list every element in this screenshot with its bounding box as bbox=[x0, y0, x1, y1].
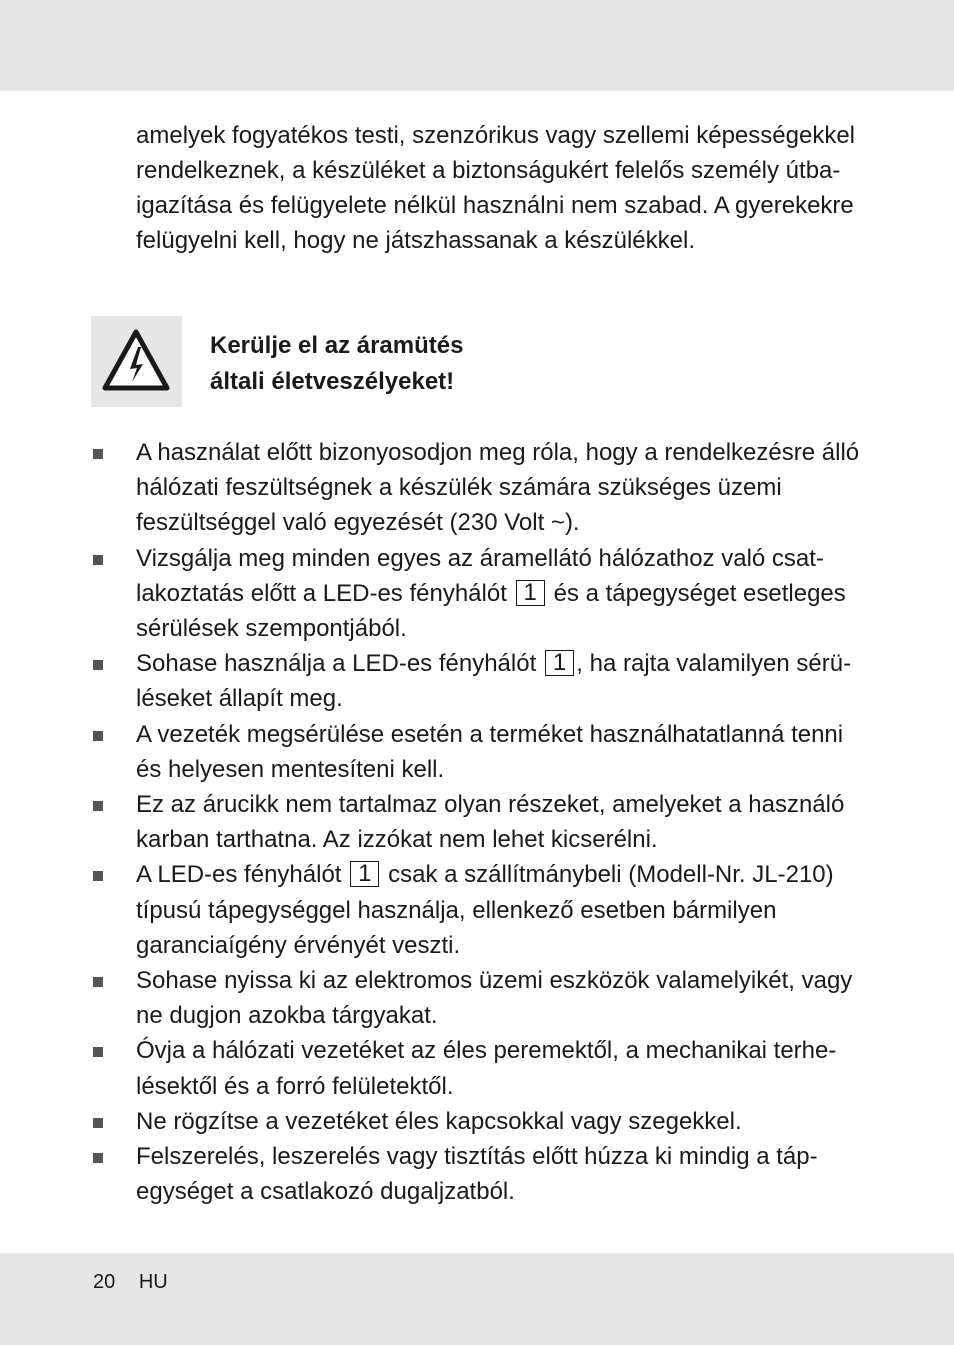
bullet-square-icon bbox=[93, 1118, 103, 1128]
electric-shock-warning-icon bbox=[101, 328, 171, 394]
bullet-text-post: és a tápegységet esetleges sérülések szempontjából. bbox=[136, 579, 846, 643]
list-item bbox=[0, 541, 866, 647]
bullet-square-icon bbox=[93, 801, 103, 811]
list-item bbox=[0, 787, 866, 857]
bullet-text: Óvja a hálózati vezetéket az éles peremektől, a mechanikai terhe-lésektől és a forró felületektől. bbox=[136, 1037, 837, 1100]
bullet-text-post: csak a szállítmánybeli (Modell-Nr. JL-210) típusú tápegységgel használja, ellenkező esetben bármilyen garanciaígény érvényét veszti. bbox=[136, 861, 834, 959]
bullet-square-icon bbox=[93, 1047, 103, 1057]
safety-bullet-list bbox=[0, 435, 954, 1209]
list-item bbox=[0, 1104, 866, 1139]
part-reference-box: 1 bbox=[545, 650, 574, 676]
list-item bbox=[0, 1139, 866, 1209]
bullet-text: A használat előtt bizonyosodjon meg róla, hogy a rendelkezésre álló hálózati feszültségnek a készülék számára szükséges üzemi feszültséggel való egyezését (230 Volt ~). bbox=[136, 439, 860, 537]
warning-icon-box bbox=[91, 316, 182, 407]
bullet-text-pre: A LED-es fényhálót bbox=[136, 861, 349, 889]
intro-paragraph: amelyek fogyatékos testi, szenzórikus vagy szellemi képességekkel rendelkeznek, a készüléket a biztonságukért felelős személy útba-igazítása és felügyelete nélkül használni nem szabad. A gyerekekre felügyelni kell, hogy ne játszhassanak a készülékkel. bbox=[136, 122, 855, 254]
part-reference-box: 1 bbox=[516, 580, 545, 606]
language-code: HU bbox=[138, 1271, 168, 1293]
page-number: 20 bbox=[93, 1271, 116, 1293]
list-item bbox=[0, 646, 866, 716]
bullet-text-pre: Sohase használja a LED-es fényhálót bbox=[136, 650, 543, 678]
part-reference-box: 1 bbox=[350, 861, 379, 887]
list-item bbox=[0, 435, 866, 541]
bullet-text: Ez az árucikk nem tartalmaz olyan részeket, amelyeket a használó karban tarthatna. Az izzókat nem lehet kicserélni. bbox=[136, 791, 845, 854]
bullet-square-icon bbox=[93, 731, 103, 741]
bullet-text: Ne rögzítse a vezetéket éles kapcsokkal vagy szegekkel. bbox=[136, 1107, 742, 1135]
bullet-text-pre: Vizsgálja meg minden egyes az áramellátó hálózathoz való csat-lakoztatás előtt a LED-es fényhálót bbox=[136, 544, 824, 607]
bullet-square-icon bbox=[93, 660, 103, 670]
bullet-text: Sohase nyissa ki az elektromos üzemi eszközök valamelyikét, vagy ne dugjon azokba tárgyakat. bbox=[136, 967, 853, 1030]
bullet-text: A vezeték megsérülése esetén a terméket használhatatlanná tenni és helyesen mentesíteni kell. bbox=[136, 720, 844, 783]
warning-title-line-1: Kerülje el az áramütés bbox=[210, 332, 464, 359]
list-item bbox=[0, 1033, 866, 1103]
bullet-square-icon bbox=[93, 449, 103, 459]
warning-title-line-2: általi életveszélyeket! bbox=[210, 368, 455, 395]
bullet-square-icon bbox=[93, 1153, 103, 1163]
header-band bbox=[0, 0, 954, 91]
bullet-square-icon bbox=[93, 977, 103, 987]
bullet-text-post: , ha rajta valamilyen sérü-léseket állapít meg. bbox=[136, 650, 852, 713]
list-item bbox=[0, 963, 866, 1033]
list-item bbox=[0, 717, 866, 787]
bullet-text: Felszerelés, leszerelés vagy tisztítás előtt húzza ki mindig a táp-egységet a csatlakozó dugaljzatból. bbox=[136, 1143, 818, 1206]
warning-title bbox=[210, 328, 610, 400]
footer-band bbox=[0, 1253, 954, 1345]
list-item bbox=[0, 857, 866, 963]
page-footer bbox=[93, 1270, 168, 1294]
bullet-square-icon bbox=[93, 871, 103, 881]
bullet-square-icon bbox=[93, 555, 103, 565]
